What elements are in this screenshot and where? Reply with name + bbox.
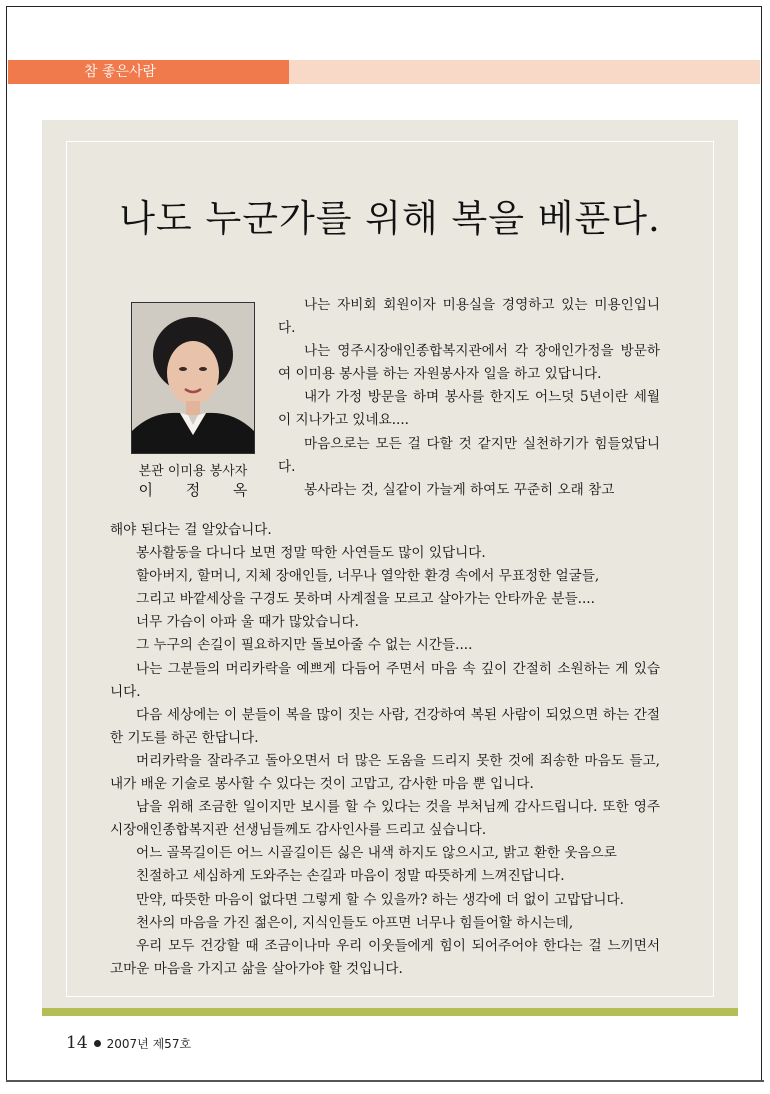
section-label: 참 좋은사람 bbox=[8, 60, 289, 84]
article-body bbox=[110, 519, 660, 981]
body-paragraph: 남을 위해 조금한 일이지만 보시를 할 수 있다는 것을 부처님께 감사드립니다. 또한 영주시장애인종합복지관 선생님들께도 감사인사를 드리고 싶습니다. bbox=[110, 799, 660, 839]
author-name: 이 정 옥 bbox=[138, 481, 262, 499]
body-paragraph: 나는 그분들의 머리카락을 예쁘게 다듬어 주면서 마음 속 깊이 간절히 소원하는 게 있습니다. bbox=[110, 660, 660, 700]
article-title: 나도 누군가를 위해 복을 베푼다. bbox=[119, 197, 661, 240]
page-bottom-rule bbox=[6, 1080, 764, 1082]
intro-paragraph: 나는 자비회 회원이자 미용실을 경영하고 있는 미용인입니다. bbox=[278, 297, 660, 337]
body-paragraph: 천사의 마음을 가진 젊은이, 지식인들도 아프면 너무나 힘들어할 하시는데, bbox=[136, 914, 574, 931]
article-panel-bottom-bar bbox=[42, 1008, 738, 1016]
section-header-band bbox=[8, 60, 760, 84]
issue-label: 2007년 제57호 bbox=[106, 1036, 192, 1051]
body-paragraph: 머리카락을 잘라주고 돌아오면서 더 많은 도움을 드리지 못한 것에 죄송한 마음도 들고, 내가 배운 기술로 봉사할 수 있다는 것이 고맙고, 감사한 마음 뿐 입니다. bbox=[110, 752, 660, 793]
intro-paragraph: 마음으로는 모든 걸 다할 것 같지만 실천하기가 힘들었답니다. bbox=[278, 435, 660, 475]
body-paragraph: 그 누구의 손길이 필요하지만 돌보아줄 수 없는 시간들.... bbox=[136, 637, 473, 654]
body-paragraph: 친절하고 세심하게 도와주는 손길과 마음이 정말 따뜻하게 느껴진답니다. bbox=[136, 868, 565, 885]
body-paragraph: 너무 가슴이 아파 울 때가 많았습니다. bbox=[136, 614, 359, 631]
body-paragraph: 그리고 바깥세상을 구경도 못하며 사계절을 모르고 살아가는 안타까운 분들.... bbox=[136, 591, 595, 608]
body-paragraph: 해야 된다는 걸 알았습니다. bbox=[110, 522, 272, 538]
intro-paragraph: 봉사라는 것, 실같이 가늘게 하여도 꾸준히 오래 참고 bbox=[304, 481, 615, 498]
body-paragraph: 어느 골목길이든 어느 시골길이든 싫은 내색 하지도 않으시고, 밝고 환한 웃음으로 bbox=[136, 845, 617, 862]
body-paragraph: 우리 모두 건강할 때 조금이나마 우리 이웃들에게 힘이 되어주어야 한다는 걸 느끼면서 고마운 마음을 가지고 삶을 살아가야 할 것입니다. bbox=[110, 937, 660, 977]
intro-paragraph: 나는 영주시장애인종합복지관에서 각 장애인가정을 방문하여 이미용 봉사를 하는 자원봉사자 일을 하고 있답니다. bbox=[278, 343, 660, 383]
portrait-image bbox=[132, 303, 254, 453]
author-role: 본관 이미용 봉사자 bbox=[138, 464, 248, 479]
body-paragraph: 봉사활동을 다니다 보면 정말 딱한 사연들도 많이 있답니다. bbox=[136, 545, 486, 562]
author-photo bbox=[131, 302, 255, 454]
page-number: 14 bbox=[66, 1033, 88, 1053]
bullet-icon bbox=[94, 1040, 101, 1047]
body-paragraph: 다음 세상에는 이 분들이 복을 많이 짓는 사람, 건강하여 복된 사람이 되었으면 하는 간절한 기도를 하곤 한답니다. bbox=[110, 706, 660, 746]
article-intro bbox=[278, 294, 660, 502]
body-paragraph: 만약, 따뜻한 마음이 없다면 그렇게 할 수 있을까? 하는 생각에 더 없이 고맙답니다. bbox=[136, 891, 624, 908]
page-footer bbox=[66, 1033, 191, 1053]
intro-paragraph: 내가 가정 방문을 하며 봉사를 한지도 어느덧 5년이란 세월이 지나가고 있네요.... bbox=[278, 389, 660, 429]
body-paragraph: 할아버지, 할머니, 지체 장애인들, 너무나 열악한 환경 속에서 무표정한 얼굴들, bbox=[136, 568, 600, 585]
section-header-fill bbox=[289, 60, 760, 84]
